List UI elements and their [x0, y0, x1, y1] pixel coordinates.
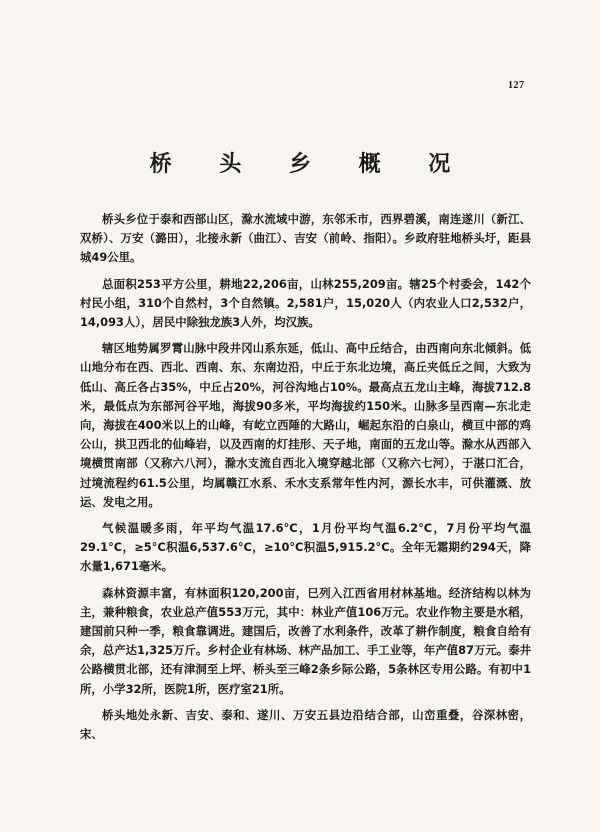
paragraph-history: 桥头地处永新、吉安、泰和、遂川、万安五县边沿结合部，山峦重叠，谷深林密，宋、	[80, 707, 531, 742]
paragraph-terrain: 辖区地势属罗霄山脉中段井冈山系东延，低山、高中丘结合，由西南向东北倾斜。低山地分布在西、西北、西南、东、东南边沿，中丘于东北边境，高丘夹低丘之间，大致为低山、高丘各占35%，中丘占20%，河谷沟地占10%。最高点五龙山主峰，海拔712.8米，最低点为东部河谷平地，海拔90多米，平均海拔约150米。山脉多呈西南—东北走向，海拔在400米以上的山峰，有屹立西陲的大路山，崛起东沿的白泉山，横亘中部的鸡公山，拱卫西北的仙峰岩，以及西南的灯挂形、天子地，南面的五龙山等。滁水从西部入境横贯南部（又称六八河），滁水支流自西北入境穿越北部（又称六七河），于湛口汇合，过境流程约61.5公里，均属赣江水系、禾水支系常年性内河，源长水丰，可供灌溉、放运、发电之用。	[80, 341, 531, 509]
paragraph-location: 桥头乡位于泰和西部山区，滁水流域中游，东邻禾市，西界碧溪，南连遂川（新江、双桥）、万安（潞田），北接永新（曲江）、吉安（前岭、指阳）。乡政府驻地桥头圩，距县城49公里。	[80, 212, 531, 265]
paragraph-resources-economy: 森林资源丰富，有林面积120,200亩，巳列入江西省用材林基地。经济结构以林为主，兼种粮食，农业总产值553万元，其中：林业产值106万元。农业作物主要是水稻，建国前只种一季，粮食靠调进。建国后，改善了水利条件，改革了耕作制度，粮食自给有余，总产达1,325万斤。乡村企业有林场、林产品加工、手工业等，年产值87万元。泰井公路横贯北部，还有津洞至上坪、桥头至三峰2条乡际公路，5条林区专用公路。有初中1所，小学32所，医院1所，医疗室21所。	[80, 585, 531, 696]
article-body	[80, 210, 531, 751]
page-number: 127	[508, 80, 525, 91]
paragraph-area-population: 总面积253平方公里，耕地22,206亩，山林255,209亩。辖25个村委会，142个村民小组，310个自然村，3个自然镇。2,581户，15,020人（内农业人口2,532户，14,093人），居民中除独龙族3人外，均汉族。	[80, 276, 531, 330]
page-title: 桥 头 乡 概 况	[149, 152, 471, 177]
paragraph-climate: 气候温暖多雨，年平均气温17.6°C，1月份平均气温6.2°C，7月份平均气温29.1°C，≥5°C积温6,537.6°C，≥10°C积温5,915.2°C。全年无霜期约294天，降水量1,671毫米。	[80, 521, 531, 574]
